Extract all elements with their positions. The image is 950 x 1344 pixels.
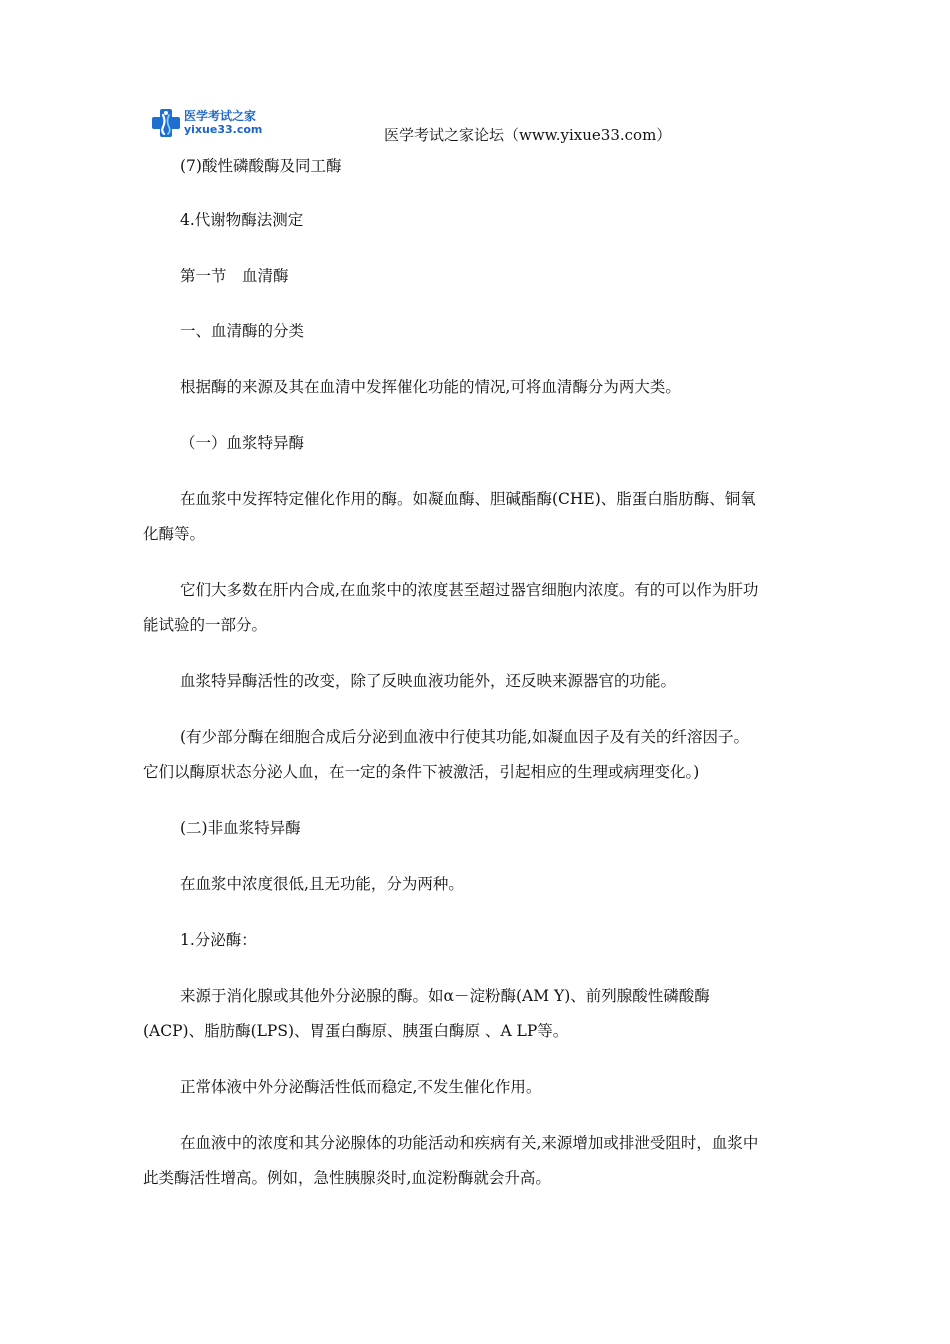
paragraph-blood-concentration-line1: 在血液中的浓度和其分泌腺体的功能活动和疾病有关,来源增加或排泄受阻时，血浆中 xyxy=(180,1134,759,1152)
logo-text-domain: yixue33.com xyxy=(184,123,263,136)
paragraph-normal-activity: 正常体液中外分泌酶活性低而稳定,不发生催化作用。 xyxy=(180,1078,542,1096)
paragraph-blood-concentration-line2: 此类酶活性增高。例如，急性胰腺炎时,血淀粉酶就会升高。 xyxy=(143,1169,551,1187)
paragraph-low-concentration: 在血浆中浓度很低,且无功能，分为两种。 xyxy=(180,875,464,893)
paragraph-metabolite-enzyme-method: 4.代谢物酶法测定 xyxy=(180,211,304,229)
paragraph-liver-synthesis-line2: 能试验的一部分。 xyxy=(143,616,268,634)
subsection-heading: 一、血清酶的分类 xyxy=(180,322,305,340)
list-item-secretory-enzymes: 1.分泌酶： xyxy=(180,931,257,949)
paragraph-digestive-enzymes-line1: 来源于消化腺或其他外分泌腺的酶。如α－淀粉酶(AM Y)、前列腺酸性磷酸酶 xyxy=(180,987,710,1005)
paragraph-plasma-specific-line1: 在血浆中发挥特定催化作用的酶。如凝血酶、胆碱酯酶(CHE)、脂蛋白脂肪酶、铜氧 xyxy=(180,490,756,508)
page-header xyxy=(0,0,950,160)
paragraph-liver-synthesis-line1: 它们大多数在肝内合成,在血浆中的浓度甚至超过器官细胞内浓度。有的可以作为肝功 xyxy=(180,581,759,599)
logo-text-chinese: 医学考试之家 xyxy=(184,109,257,123)
medical-cross-icon xyxy=(150,107,182,139)
paragraph-secreted-enzymes-line1: (有少部分酶在细胞合成后分泌到血液中行使其功能,如凝血因子及有关的纤溶因子。 xyxy=(180,728,749,746)
paragraph-digestive-enzymes-line2: (ACP)、脂肪酶(LPS)、胃蛋白酶原、胰蛋白酶原 、A LP等。 xyxy=(143,1022,569,1040)
paragraph-classification-intro: 根据酶的来源及其在血清中发挥催化功能的情况,可将血清酶分为两大类。 xyxy=(180,378,681,396)
paragraph-plasma-specific-line2: 化酶等。 xyxy=(143,525,206,543)
subheading-non-plasma-specific: (二)非血浆特异酶 xyxy=(180,819,301,837)
paragraph-secreted-enzymes-line2: 它们以酶原状态分泌人血，在一定的条件下被激活，引起相应的生理或病理变化。) xyxy=(143,763,700,781)
subheading-plasma-specific: （一）血浆特异酶 xyxy=(180,434,305,452)
paragraph-activity-change: 血浆特异酶活性的改变，除了反映血液功能外，还反映来源器官的功能。 xyxy=(180,672,677,690)
section-heading: 第一节 血清酶 xyxy=(180,267,289,285)
paragraph-acid-phosphatase: (7)酸性磷酸酶及同工酶 xyxy=(180,157,342,175)
site-logo[interactable] xyxy=(150,107,280,139)
header-title: 医学考试之家论坛（www.yixue33.com） xyxy=(384,126,672,144)
